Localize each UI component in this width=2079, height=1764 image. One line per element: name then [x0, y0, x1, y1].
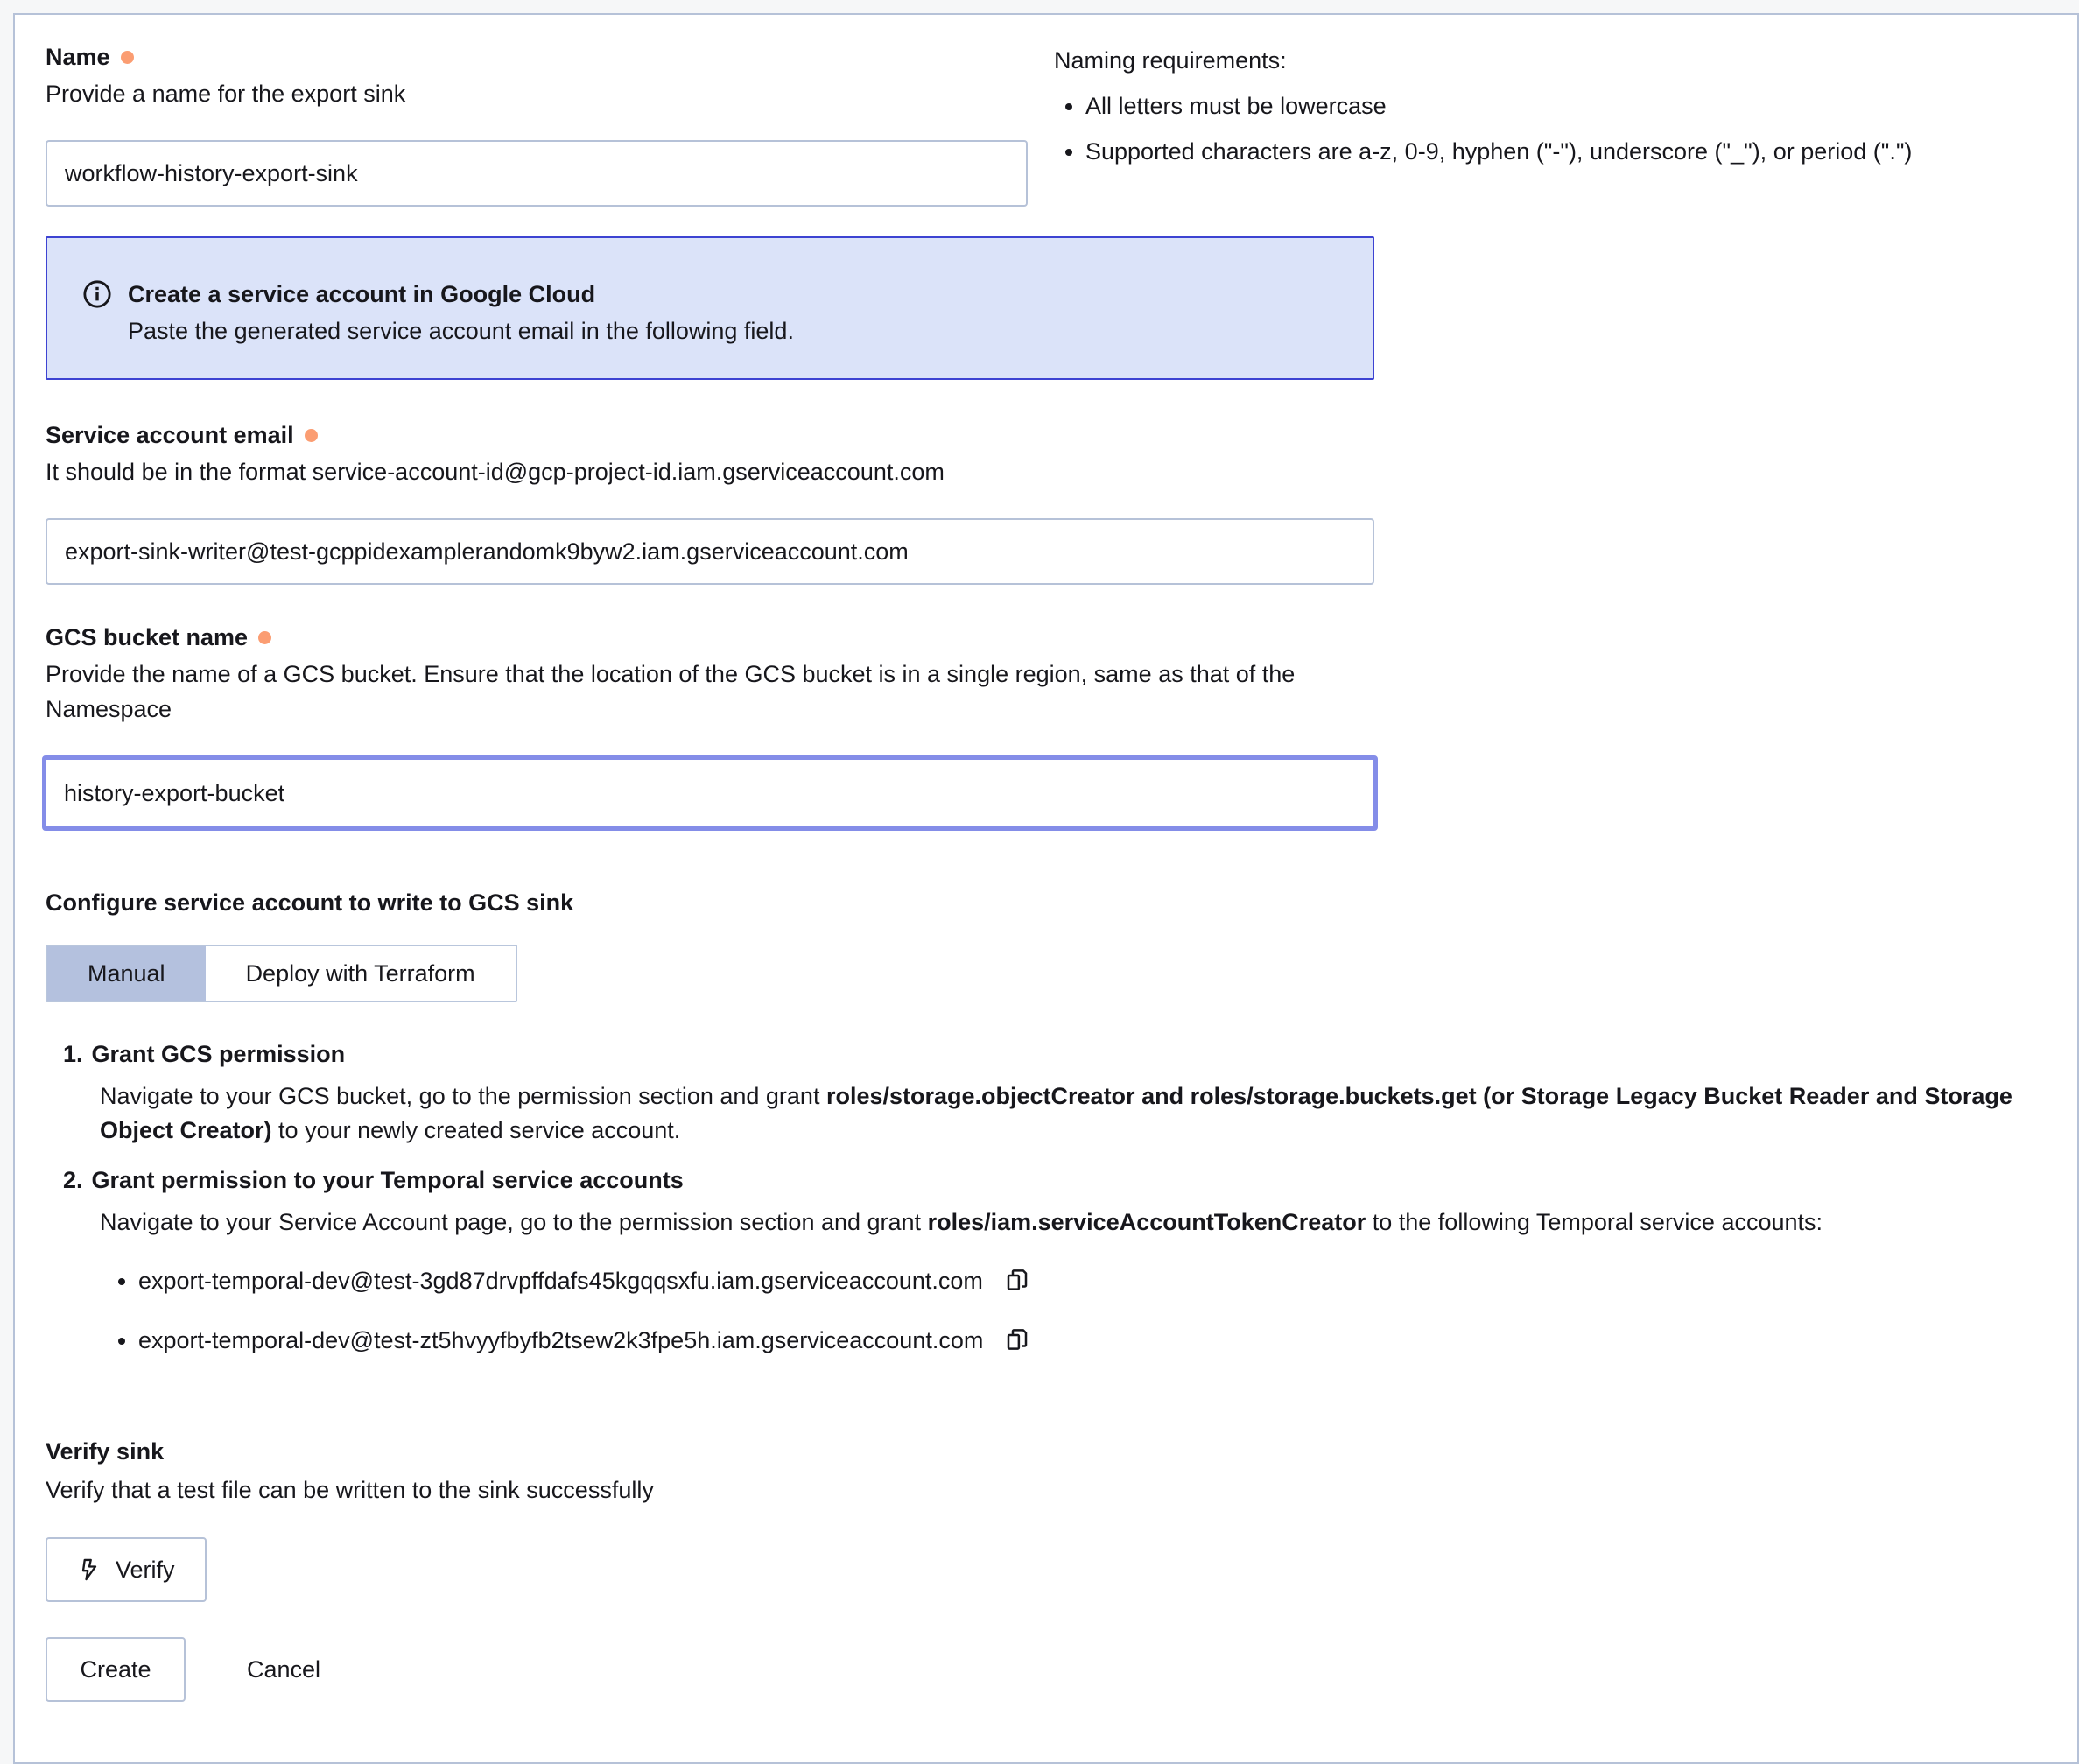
- service-account-email-description: It should be in the format service-account-id@gcp-project-id.iam.gserviceaccount.com: [46, 459, 945, 485]
- info-banner-description: Paste the generated service account email in the following field.: [128, 318, 794, 344]
- gcs-bucket-name-label: [46, 622, 1374, 653]
- step-number: 1.: [63, 1041, 83, 1067]
- service-account-email: • export-temporal-dev@test-3gd87drvpffdafs45kgqqsxfu.iam.gserviceaccount.com: [138, 1268, 983, 1294]
- required-indicator: [258, 631, 271, 644]
- naming-requirements-title: Naming requirements:: [1054, 47, 1287, 74]
- info-banner-title: Create a service account in Google Cloud: [128, 281, 596, 307]
- service-account-email-label-text: Service account email: [46, 422, 294, 448]
- service-account-item: [138, 1322, 2047, 1359]
- verify-sink-title: Verify sink: [46, 1438, 165, 1465]
- configure-tabs: [46, 945, 517, 1002]
- name-field-description: Provide a name for the export sink: [46, 81, 406, 107]
- step-grant-gcs-permission: [63, 1037, 2047, 1148]
- naming-requirement-item: • Supported characters are a-z, 0-9, hyphen ("-"), underscore ("_"), or period ("."): [1085, 134, 2047, 169]
- step-title-text: Grant permission to your Temporal service accounts: [91, 1167, 684, 1193]
- required-indicator: [121, 51, 134, 64]
- cancel-button[interactable]: Cancel: [247, 1655, 321, 1683]
- tab-manual[interactable]: Manual: [47, 946, 206, 1001]
- step-body: Navigate to your Service Account page, go to the permission section and grant roles/iam.serviceAccountTokenCreator to the following Temporal service accounts:: [100, 1209, 1823, 1235]
- service-account-item: [138, 1262, 2047, 1299]
- export-sink-form: [13, 13, 2079, 1764]
- service-account-email: • export-temporal-dev@test-zt5hvyyfbyfb2tsew2k3fpe5h.iam.gserviceaccount.com: [138, 1327, 984, 1353]
- gcs-bucket-name-label-text: GCS bucket name: [46, 624, 249, 650]
- step-body: Navigate to your GCS bucket, go to the permission section and grant roles/storage.objectCreator and roles/storage.buckets.get (or Storage Legacy Bucket Reader and Storage Object Creator) to your newly created service account.: [100, 1083, 2012, 1143]
- name-field-label-text: Name: [46, 44, 110, 70]
- copy-button[interactable]: [1004, 1326, 1030, 1355]
- info-icon: [82, 279, 112, 315]
- gcs-bucket-name-input[interactable]: [42, 755, 1378, 831]
- copy-icon: [1004, 1267, 1030, 1296]
- copy-button[interactable]: [1004, 1267, 1030, 1296]
- verify-button-label: Verify: [116, 1556, 175, 1583]
- naming-requirements: [1054, 41, 2047, 169]
- copy-icon: [1004, 1326, 1030, 1355]
- verify-sink-description: Verify that a test file can be written to the sink successfully: [46, 1477, 654, 1503]
- naming-requirement-item: • All letters must be lowercase: [1085, 88, 2047, 123]
- lightning-bolt-icon: [77, 1557, 102, 1582]
- tab-deploy-with-terraform[interactable]: Deploy with Terraform: [206, 946, 516, 1001]
- gcs-bucket-name-description: Provide the name of a GCS bucket. Ensure that the location of the GCS bucket is in a single region, same as that of the Namespace: [46, 661, 1296, 722]
- step-number: 2.: [63, 1167, 83, 1193]
- service-account-email-input[interactable]: [46, 518, 1374, 585]
- info-banner: [46, 236, 1374, 380]
- service-account-email-label: [46, 419, 1374, 451]
- step-title-text: Grant GCS permission: [91, 1041, 346, 1067]
- name-field-label: [46, 41, 1028, 73]
- step-grant-temporal-permission: [63, 1163, 2047, 1240]
- create-button[interactable]: Create: [46, 1637, 186, 1702]
- required-indicator: [305, 429, 318, 442]
- configure-section-title: Configure service account to write to GCS sink: [46, 889, 574, 916]
- verify-button[interactable]: [46, 1537, 207, 1602]
- name-input[interactable]: [46, 140, 1028, 207]
